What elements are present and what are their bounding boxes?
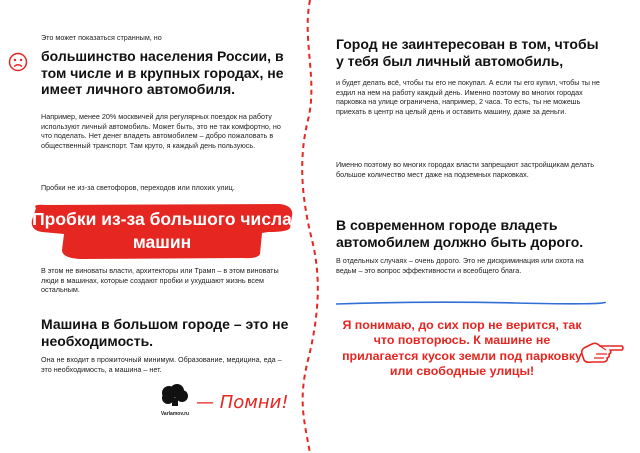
headline-should-be-expensive: В современном городе владеть автомобилем должно быть дорого. [336,217,584,250]
paragraph-blame: В этом не виноваты власти, архитекторы или Трамп – в этом виноваты люди в машинах, которые создают пробки и ухудшают жизнь всем остальным. [41,266,279,295]
highlight-banner [28,202,296,260]
highlight-text: Пробки из-за большого числа машин [32,209,292,252]
headline-city-not-interested: Город не заинтересован в том, чтобы у тебя был личный автомобиль, [336,36,599,69]
paragraph-traffic-causes: Пробки не из-за светофоров, переходов или плохих улиц. [41,183,235,192]
red-quote: Я понимаю, до сих пор не верится, так что повторюсь. К машине не прилагается кусок земли под парковку или свободные улицы! [342,318,582,379]
blue-divider-line [336,300,606,306]
brand-logo [150,384,200,418]
logo-text: Varlamov.ru [160,411,190,417]
paragraph-moscow-stats: Например, менее 20% москвичей для регулярных поездок на работу используют личный автомобиль. Может быть, это не так комфортно, но что поделать. Нет денег владеть автомобилем – добро пожаловать в общественный транспорт. Там круто, я каждый день пользуюсь. [41,112,281,150]
logo-icon [160,384,190,406]
paragraph-developers: Именно поэтому во многих городах власти запрещают застройщикам делать большое количество мест даже на подземных парковках. [336,160,594,179]
pointing-hand-icon [580,336,624,364]
wavy-divider [296,0,324,453]
signature-remember: — Помни! [196,392,289,413]
headline-most-people: большинство населения России, в том числе и в крупных городах, не имеет личного автомобиля. [41,48,284,97]
sad-face-icon [8,52,28,72]
headline-not-necessity: Машина в большом городе – это не необходимость. [41,316,289,349]
paragraph-living-minimum: Она не входит в прожиточный минимум. Образование, медицина, еда – это необходимость, а машина – нет. [41,355,282,374]
intro-text: Это может показаться странным, но [41,33,162,42]
paragraph-efficiency: В отдельных случаях – очень дорого. Это не дискриминация или охота на ведьм – это вопрос эффективности и всеобщего блага. [336,256,584,275]
paragraph-parking-limits: и будет делать всё, чтобы ты его не покупал. А если ты его купил, чтобы ты не ездил на нем на работу каждый день. Именно поэтому во многих городах парковка на улице ограничена, например, 2 часа. То есть, ты не можешь приехать в центр на целый день и оставить машину, даже за деньги. [336,78,600,116]
